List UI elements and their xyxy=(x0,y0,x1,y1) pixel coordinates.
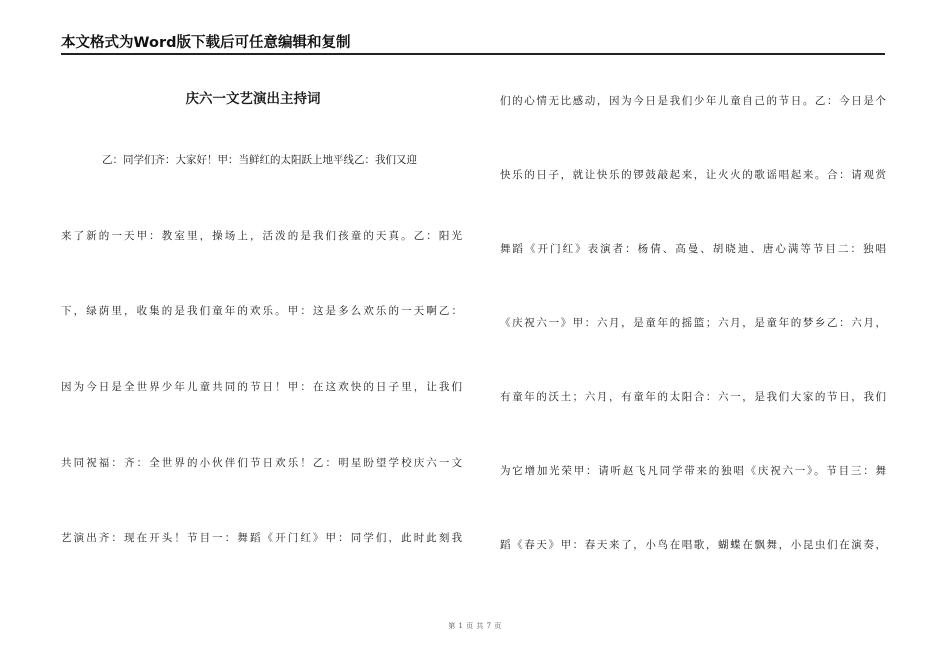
text-line: 舞蹈《开门红》表演者：杨倩、高曼、胡晓迪、唐心满等节目二：独唱 xyxy=(500,243,886,255)
text-line: 来了新的一天甲：教室里，操场上，活泼的是我们孩童的天真。乙：阳光 xyxy=(61,229,462,242)
left-text-column xyxy=(61,150,462,604)
text-line: 快乐的日子，就让快乐的锣鼓敲起来，让火火的歌谣唱起来。合：请观赏 xyxy=(500,169,886,181)
document-title: 庆六一文艺演出主持词 xyxy=(185,91,321,107)
page-number: 第 1 页 共 7 页 xyxy=(448,622,502,630)
text-line: 有童年的沃土；六月，有童年的太阳合：六一，是我们大家的节日，我们 xyxy=(500,391,886,403)
text-line: 为它增加光荣甲：请听赵飞凡同学带来的独唱《庆祝六一》。节目三：舞 xyxy=(500,465,886,477)
text-line: 下，绿荫里，收集的是我们童年的欢乐。甲：这是多么欢乐的一天啊乙： xyxy=(61,305,462,318)
text-line: 《庆祝六一》甲：六月，是童年的摇篮；六月，是童年的梦乡乙：六月， xyxy=(500,317,886,329)
text-line: 共同祝福：齐：全世界的小伙伴们节日欢乐！乙：明星盼望学校庆六一文 xyxy=(61,456,462,469)
text-line: 乙：同学们齐：大家好！甲：当鲜红的太阳跃上地平线乙：我们又迎 xyxy=(102,154,417,166)
page-header: 本文格式为Word版下载后可任意编辑和复制 xyxy=(61,35,351,51)
text-line: 们的心情无比感动，因为今日是我们少年儿童自己的节日。乙：今日是个 xyxy=(500,95,886,107)
right-text-column xyxy=(500,91,886,609)
header-divider xyxy=(61,53,885,55)
text-line: 蹈《春天》甲：春天来了，小鸟在唱歌，蝴蝶在飘舞，小昆虫们在演奏， xyxy=(500,539,886,551)
text-line: 艺演出齐：现在开头！节目一：舞蹈《开门红》甲：同学们，此时此刻我 xyxy=(61,532,462,545)
text-line: 因为今日是全世界少年儿童共同的节日！甲：在这欢快的日子里，让我们 xyxy=(61,381,462,394)
